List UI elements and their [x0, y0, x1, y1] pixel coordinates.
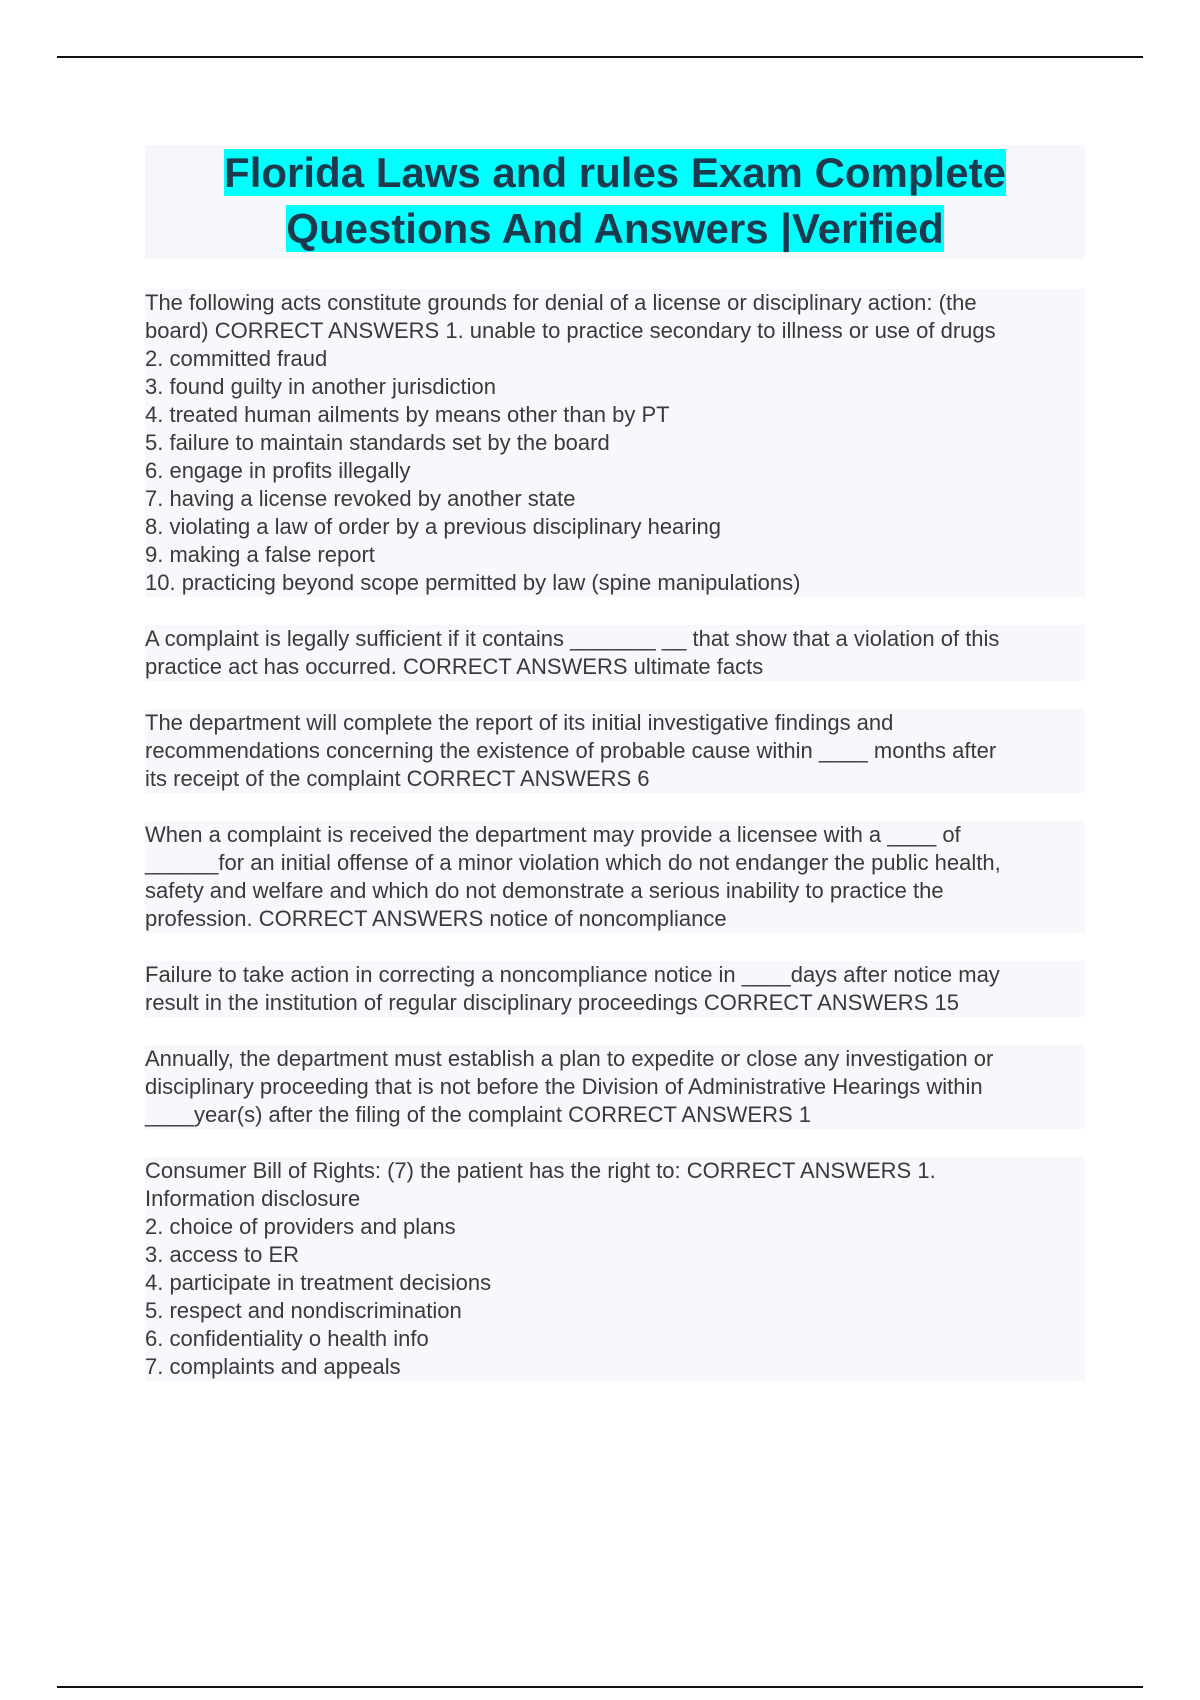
qa-line: result in the institution of regular disciplinary proceedings CORRECT ANSWERS 15: [145, 990, 959, 1015]
qa-item: [145, 709, 1085, 793]
qa-text: [145, 289, 1085, 597]
qa-item: [145, 961, 1085, 1017]
page-title-line-2: Questions And Answers |Verified: [286, 205, 944, 252]
qa-line: 6. engage in profits illegally: [145, 458, 411, 483]
qa-line: board) CORRECT ANSWERS 1. unable to practice secondary to illness or use of drugs: [145, 318, 996, 343]
qa-line: 7. having a license revoked by another state: [145, 486, 576, 511]
qa-line: 2. committed fraud: [145, 346, 328, 371]
qa-line: its receipt of the complaint CORRECT ANSWERS 6: [145, 766, 650, 791]
qa-line: disciplinary proceeding that is not before the Division of Administrative Hearings within: [145, 1074, 983, 1099]
qa-line: 9. making a false report: [145, 542, 375, 567]
qa-item: [145, 1045, 1085, 1129]
qa-line: 2. choice of providers and plans: [145, 1214, 456, 1239]
qa-line: 4. participate in treatment decisions: [145, 1270, 492, 1295]
qa-line: When a complaint is received the department may provide a licensee with a ____ of: [145, 822, 961, 847]
qa-item: [145, 625, 1085, 681]
qa-line: 3. found guilty in another jurisdiction: [145, 374, 496, 399]
qa-line: 4. treated human ailments by means other than by PT: [145, 402, 670, 427]
qa-line: 6. confidentiality o health info: [145, 1326, 429, 1351]
qa-line: 5. respect and nondiscrimination: [145, 1298, 462, 1323]
qa-line: Annually, the department must establish a plan to expedite or close any investigation or: [145, 1046, 994, 1071]
qa-text: [145, 821, 1085, 933]
page-title-line-1: Florida Laws and rules Exam Complete: [224, 149, 1006, 196]
qa-line: 5. failure to maintain standards set by the board: [145, 430, 610, 455]
bottom-rule: [57, 1686, 1143, 1688]
document-body: [145, 145, 1085, 1381]
top-rule: [57, 56, 1143, 58]
qa-item: [145, 289, 1085, 597]
qa-list: [145, 289, 1085, 1381]
qa-line: Failure to take action in correcting a noncompliance notice in ____days after notice may: [145, 962, 1000, 987]
qa-text: [145, 709, 1085, 793]
qa-line: practice act has occurred. CORRECT ANSWERS ultimate facts: [145, 654, 764, 679]
qa-line: ____year(s) after the filing of the complaint CORRECT ANSWERS 1: [145, 1102, 811, 1127]
qa-line: 3. access to ER: [145, 1242, 300, 1267]
qa-text: [145, 1045, 1085, 1129]
title-block: [145, 145, 1085, 259]
qa-line: profession. CORRECT ANSWERS notice of noncompliance: [145, 906, 727, 931]
qa-line: 8. violating a law of order by a previous disciplinary hearing: [145, 514, 721, 539]
qa-item: [145, 1157, 1085, 1381]
qa-line: 7. complaints and appeals: [145, 1354, 401, 1379]
qa-text: [145, 1157, 1085, 1381]
qa-line: recommendations concerning the existence of probable cause within ____ months after: [145, 738, 997, 763]
qa-line: A complaint is legally sufficient if it contains _______ __ that show that a violation of this: [145, 626, 1000, 651]
qa-text: [145, 961, 1085, 1017]
qa-line: ______for an initial offense of a minor violation which do not endanger the public health,: [145, 850, 1001, 875]
qa-line: Consumer Bill of Rights: (7) the patient has the right to: CORRECT ANSWERS 1.: [145, 1158, 936, 1183]
qa-line: The department will complete the report of its initial investigative findings and: [145, 710, 894, 735]
qa-text: [145, 625, 1085, 681]
qa-line: The following acts constitute grounds for denial of a license or disciplinary action: (the: [145, 290, 977, 315]
qa-item: [145, 821, 1085, 933]
qa-line: Information disclosure: [145, 1186, 361, 1211]
qa-line: safety and welfare and which do not demonstrate a serious inability to practice the: [145, 878, 944, 903]
qa-line: 10. practicing beyond scope permitted by law (spine manipulations): [145, 570, 801, 595]
